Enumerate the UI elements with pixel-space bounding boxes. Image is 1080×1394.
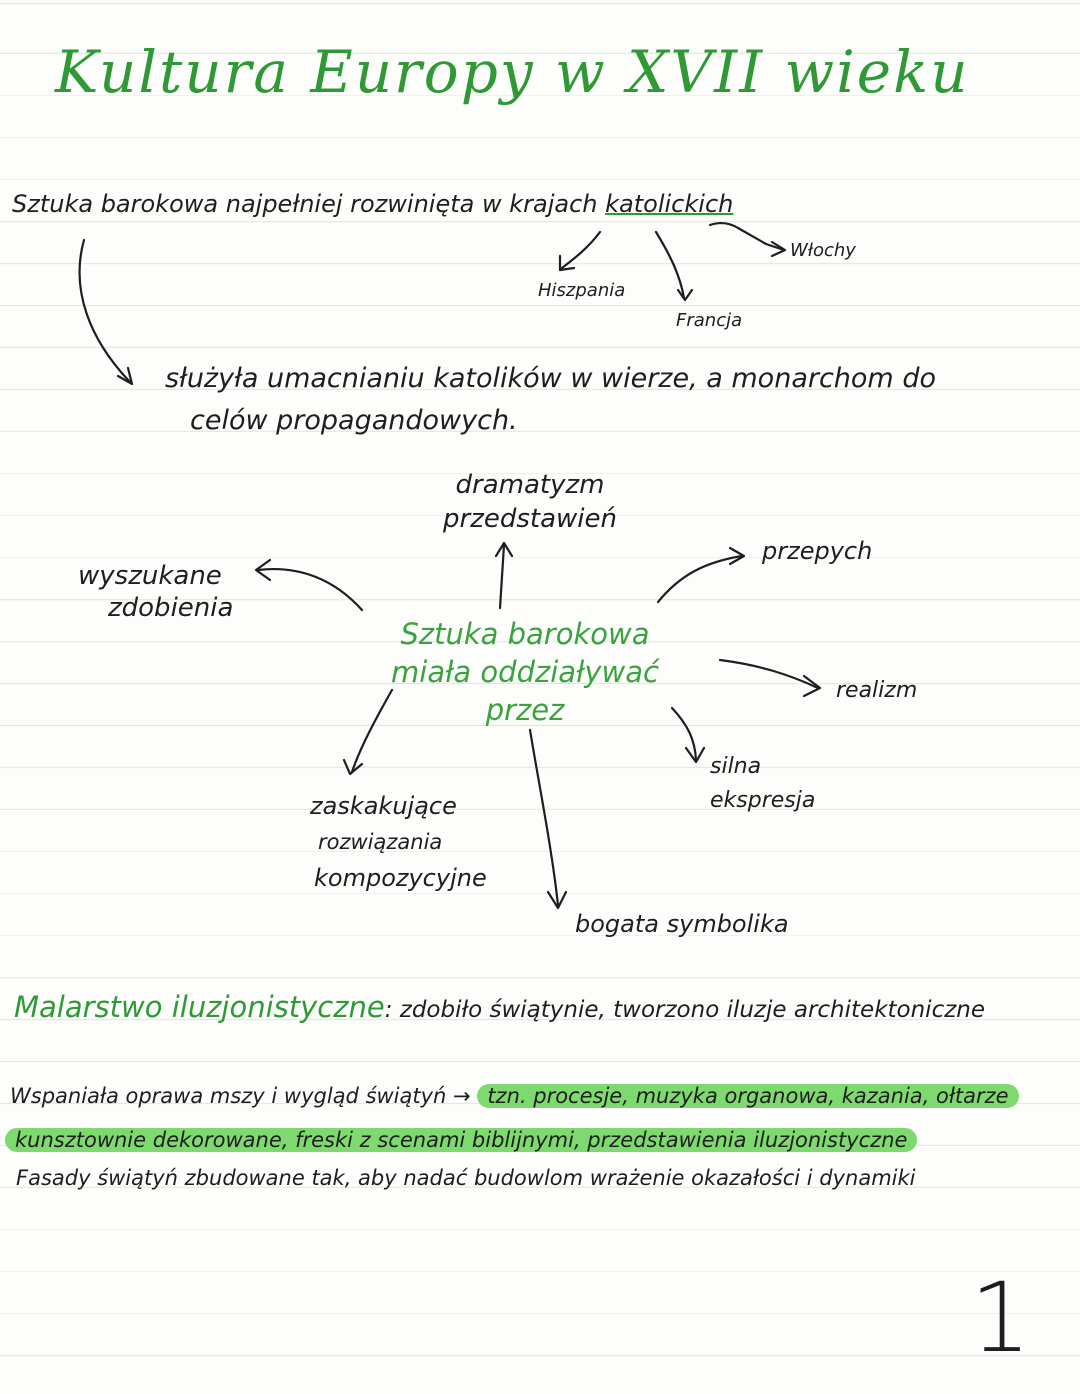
arrow-top [500,545,504,608]
branch-left-line-2: zdobienia [108,593,234,623]
arrow-spain [562,232,600,268]
country-italy: Włochy [790,240,856,261]
intro-text: Sztuka barokowa najpełniej rozwinięta w krajach [12,190,598,218]
illusion-term: Malarstwo iluzjonistyczne [14,990,385,1024]
arrow-france [656,232,684,298]
facade-line: Fasady świątyń zbudowane tak, aby nadać budowlom wrażenie okazałości i dynamiki [16,1166,916,1190]
arrow-intro-down [80,240,130,382]
branch-bottom: bogata symbolika [575,910,789,938]
arrow-left [258,569,362,610]
arrow-right-top [658,556,742,602]
page-number: 1 [970,1262,1032,1374]
mindmap-center-line-2: miała oddziaływać [391,655,659,689]
branch-right-bottom-line-1: silna [710,754,762,779]
branch-top-line-2: przedstawień [443,504,617,534]
branch-bottom-left-line-1: zaskakujące [310,792,457,820]
mindmap-center-line-1: Sztuka barokowa [400,617,650,651]
country-france: Francja [676,310,743,331]
arrow-bottom-left [352,690,392,772]
country-spain: Hiszpania [538,280,626,301]
arrow-right [720,660,818,688]
branch-bottom-left-line-3: kompozycyjne [314,864,487,892]
purpose-line-2: celów propagandowych. [190,405,518,436]
branch-bottom-left-line-2: rozwiązania [318,830,443,854]
branch-top-line-1: dramatyzm [455,470,605,500]
arrow-italy [710,223,784,250]
arrow-right-bottom [672,708,696,760]
worship-line-1-text: Wspaniała oprawa mszy i wygląd świątyń → [10,1084,471,1108]
illusion-text: : zdobiło świątynie, tworzono iluzje architektoniczne [384,997,986,1023]
worship-highlight-2: kunsztownie dekorowane, freski z scenami biblijnymi, przedstawienia iluzjonistyczne [5,1128,917,1152]
branch-left-line-1: wyszukane [78,561,222,591]
branch-right-top: przepych [762,537,873,565]
purpose-line-1: służyła umacnianiu katolików w wierze, a monarchom do [165,363,936,394]
branch-right-bottom-line-2: ekspresja [710,788,816,813]
arrow-bottom [530,730,558,905]
mindmap-center-line-3: przez [485,693,565,727]
intro-keyword: katolickich [605,190,734,218]
arrow-france-head [678,290,692,300]
branch-right: realizm [836,678,918,703]
page-title: Kultura Europy w XVII wieku [55,38,970,106]
worship-highlight-1: tzn. procesje, muzyka organowa, kazania, ołtarze [477,1084,1018,1108]
